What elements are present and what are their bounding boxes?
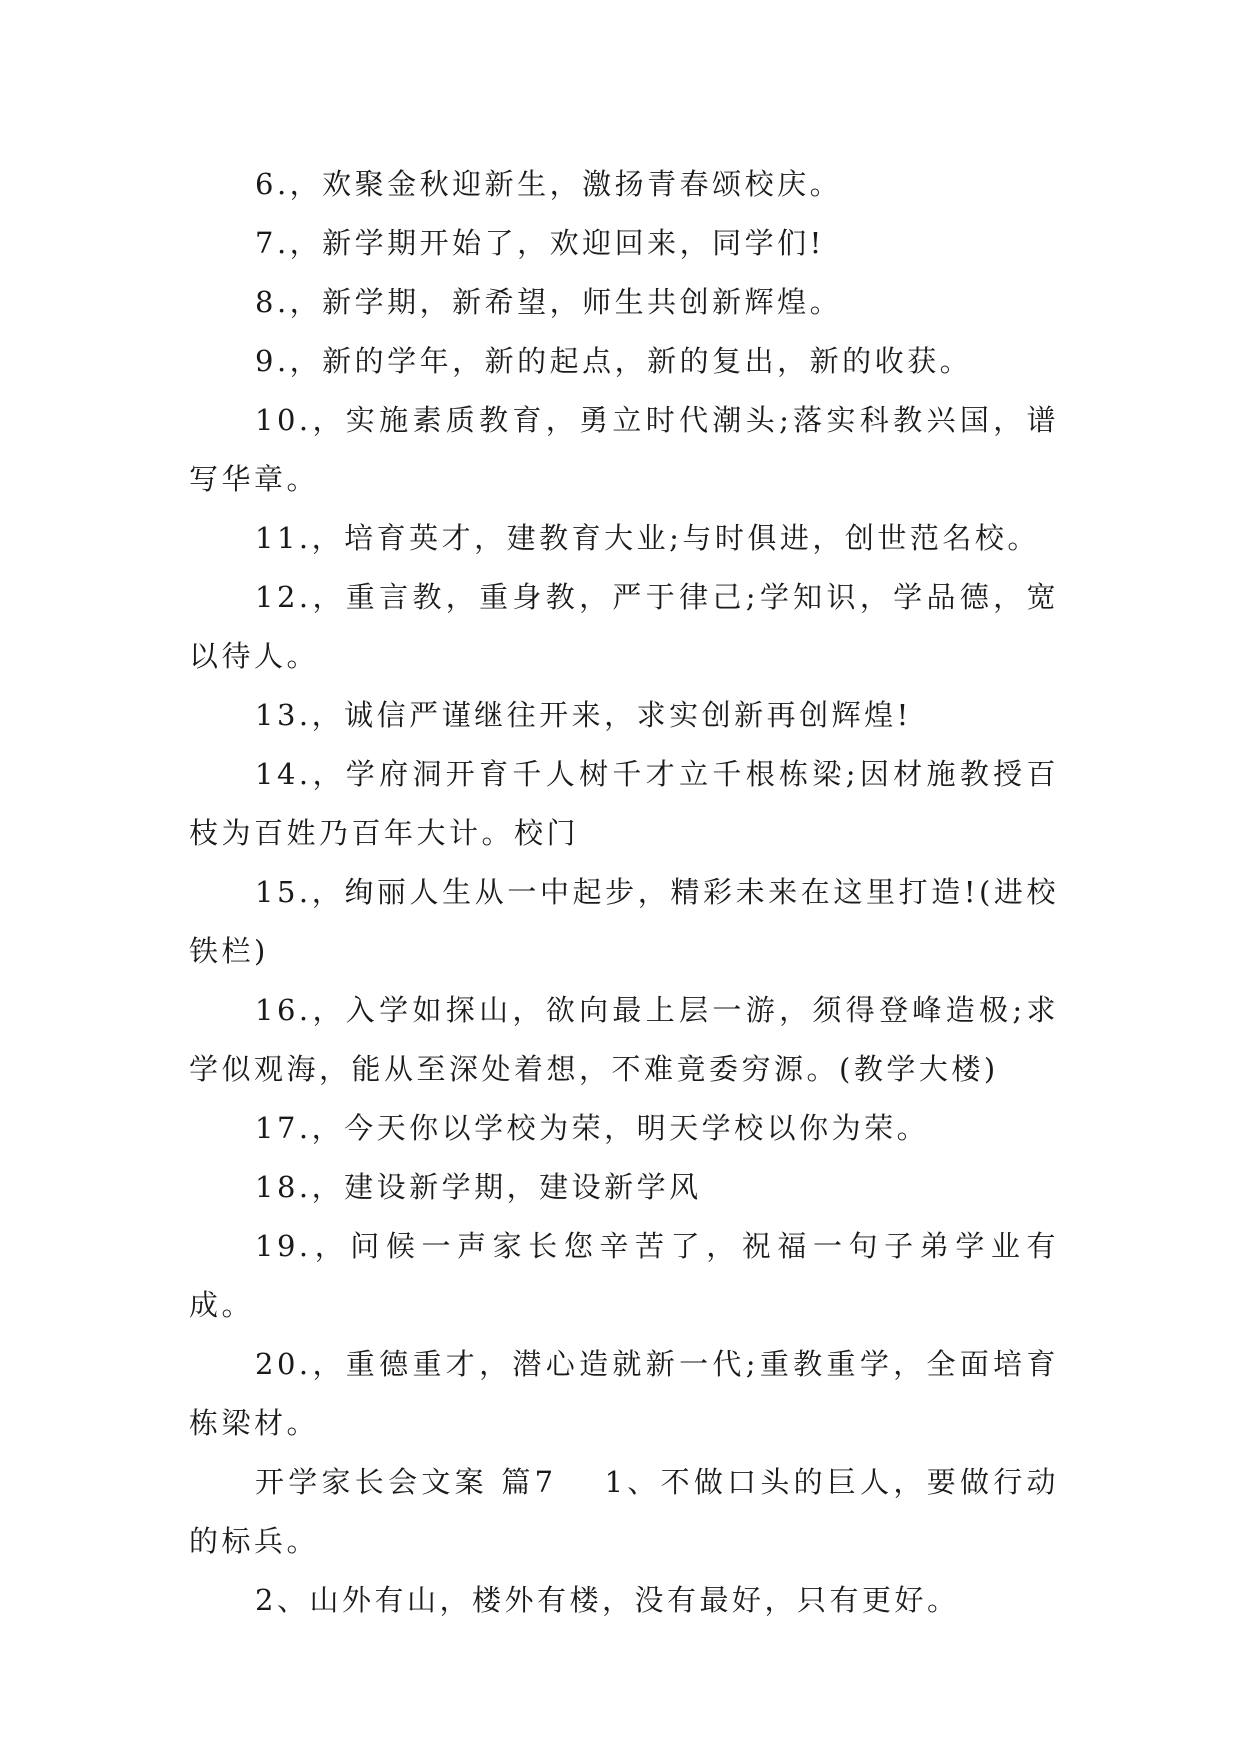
section-paragraph bbox=[189, 1453, 1059, 1571]
paragraph-item-15: 15.，绚丽人生从一中起步，精彩未来在这里打造!(进校铁栏) bbox=[189, 875, 1059, 968]
paragraph-item-8: 8.，新学期，新希望，师生共创新辉煌。 bbox=[255, 285, 843, 319]
paragraph-item-7: 7.，新学期开始了，欢迎回来，同学们! bbox=[255, 226, 825, 260]
paragraph-item-20: 20.，重德重才，潜心造就新一代;重教重学，全面培育栋梁材。 bbox=[189, 1347, 1059, 1440]
paragraph-item-11: 11.，培育英才，建教育大业;与时俱进，创世范名校。 bbox=[255, 521, 1040, 555]
paragraph-item-17: 17.，今天你以学校为荣，明天学校以你为荣。 bbox=[255, 1111, 930, 1145]
paragraph-item-16: 16.，入学如探山，欲向最上层一游，须得登峰造极;求学似观海，能从至深处着想，不难竟委穷源。(教学大楼) bbox=[189, 993, 1059, 1086]
paragraph-item-6: 6.，欢聚金秋迎新生，激扬青春颂校庆。 bbox=[255, 167, 843, 201]
paragraph-item-18: 18.，建设新学期，建设新学风 bbox=[255, 1170, 702, 1204]
document-page bbox=[189, 155, 1059, 1630]
paragraph-last: 2、山外有山，楼外有楼，没有最好，只有更好。 bbox=[255, 1583, 960, 1617]
paragraph-item-14: 14.，学府洞开育千人树千才立千根栋梁;因材施教授百枝为百姓乃百年大计。校门 bbox=[189, 757, 1059, 850]
section-first-item: 1、不做口头的巨人，要做行动的标兵。 bbox=[189, 1465, 1060, 1558]
paragraph-item-10: 10.，实施素质教育，勇立时代潮头;落实科教兴国，谱写华章。 bbox=[189, 403, 1059, 496]
paragraph-item-13: 13.，诚信严谨继往开来，求实创新再创辉煌! bbox=[255, 698, 912, 732]
paragraph-item-19: 19.，问候一声家长您辛苦了，祝福一句子弟学业有成。 bbox=[189, 1229, 1059, 1322]
section-heading: 开学家长会文案 篇7 bbox=[255, 1465, 557, 1499]
paragraph-item-9: 9.，新的学年，新的起点，新的复出，新的收获。 bbox=[255, 344, 973, 378]
paragraph-item-12: 12.，重言教，重身教，严于律己;学知识，学品德，宽以待人。 bbox=[189, 580, 1059, 673]
